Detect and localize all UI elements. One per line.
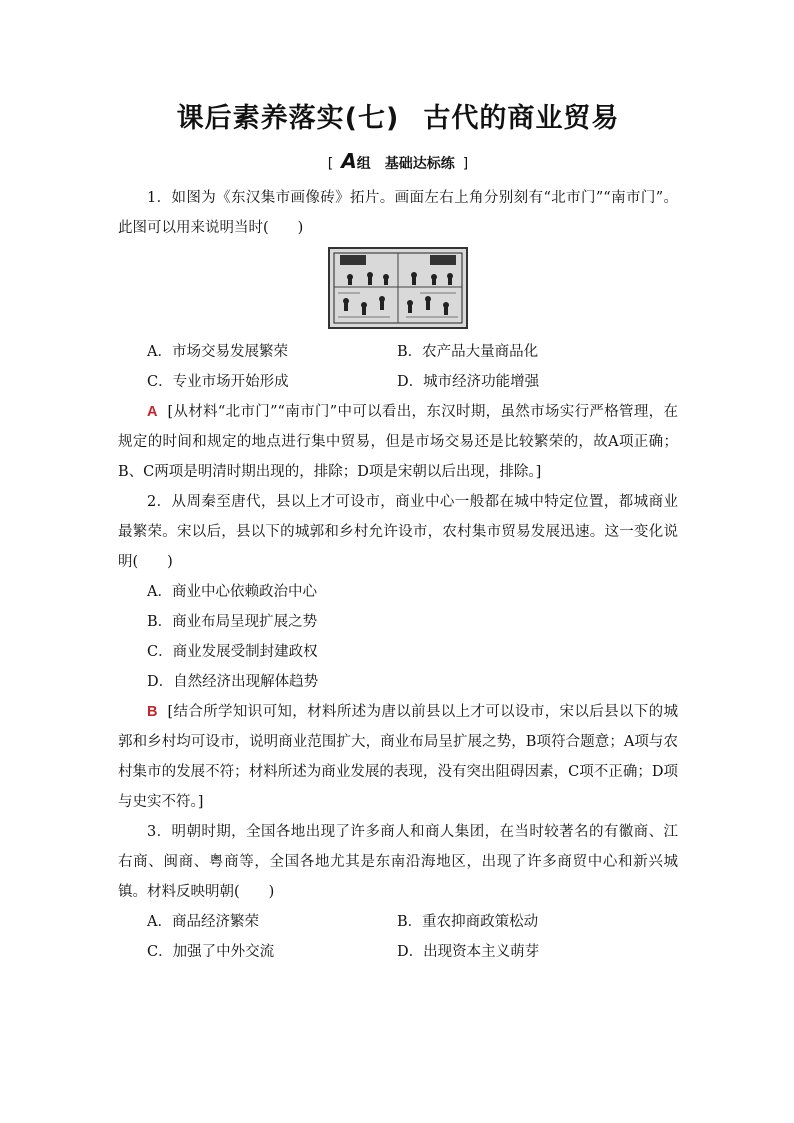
group-suffix: 组 xyxy=(356,156,371,172)
question-3-options-row-1 xyxy=(118,907,678,937)
explanation-text: [从材料“北市门”“南市门”中可以看出，东汉时期，虽然市场实行严格管理，在规定的时间和规定的地点进行集中贸易，但是市场交易还是比较繁荣的，故A项正确；B、C两项是明清时期出现的，排除；D项是宋朝以后出现，排除。] xyxy=(118,404,678,480)
option-b: B．商业布局呈现扩展之势 xyxy=(147,614,318,630)
option-a: A．商业中心依赖政治中心 xyxy=(147,584,317,600)
question-1-options-row-2 xyxy=(118,367,678,397)
option-c: C．专业市场开始形成 xyxy=(147,374,289,390)
option-b: B．农产品大量商品化 xyxy=(397,344,539,360)
document-page xyxy=(118,96,678,967)
question-3-stem: 3．明朝时期，全国各地出现了许多商人和商人集团，在当时较著名的有徽商、江右商、闽商、粤商等，全国各地尤其是东南沿海地区，出现了许多商贸中心和新兴城镇。材料反映明朝( ) xyxy=(118,824,678,900)
rubbing-image xyxy=(328,247,468,329)
question-3-options-row-2 xyxy=(118,937,678,967)
option-c: C．加强了中外交流 xyxy=(147,944,275,960)
title-sub: 古代的商业贸易 xyxy=(423,103,620,134)
group-label: 基础达标练 xyxy=(384,156,455,172)
question-2-stem: 2．从周秦至唐代，县以上才可设市，商业中心一般都在城中特定位置，都城商业最繁荣。宋以后，县以下的城郭和乡村允许设市，农村集市贸易发展迅速。这一变化说明( ) xyxy=(118,494,678,570)
question-2-explanation xyxy=(118,697,678,817)
explanation-text: [结合所学知识可知，材料所述为唐以前县以上才可以设市，宋以后县以下的城郭和乡村均可设市，说明商业范围扩大，商业布局呈扩展之势，B项符合题意；A项与农村集市的发展不符；材料所述为商业发展的表现，没有突出阻碍因素，C项不正确；D项与史实不符。] xyxy=(118,704,678,810)
answer-label: A xyxy=(147,404,158,420)
market-rubbing-picture xyxy=(330,249,466,327)
title-main: 课后素养落实(七) xyxy=(176,103,400,134)
option-d: D．自然经济出现解体趋势 xyxy=(147,674,319,690)
question-1-explanation xyxy=(118,397,678,487)
option-c: C．商业发展受制封建政权 xyxy=(147,644,318,660)
question-1-stem: 1．如图为《东汉集市画像砖》拓片。画面左右上角分别刻有“北市门”“南市门”。此图可以用来说明当时( ) xyxy=(118,190,678,236)
bracket-right: ] xyxy=(462,156,469,172)
page-title xyxy=(118,96,678,135)
option-a: A．商品经济繁荣 xyxy=(147,914,259,930)
option-d: D．出现资本主义萌芽 xyxy=(397,944,540,960)
option-b: B．重农抑商政策松动 xyxy=(397,914,539,930)
bracket-left: [ xyxy=(327,156,334,172)
group-letter: A xyxy=(341,149,357,173)
option-d: D．城市经济功能增强 xyxy=(397,374,540,390)
option-a: A．市场交易发展繁荣 xyxy=(147,344,288,360)
question-1-options-row-1 xyxy=(118,337,678,367)
answer-label: B xyxy=(147,704,158,720)
section-heading xyxy=(118,149,678,173)
